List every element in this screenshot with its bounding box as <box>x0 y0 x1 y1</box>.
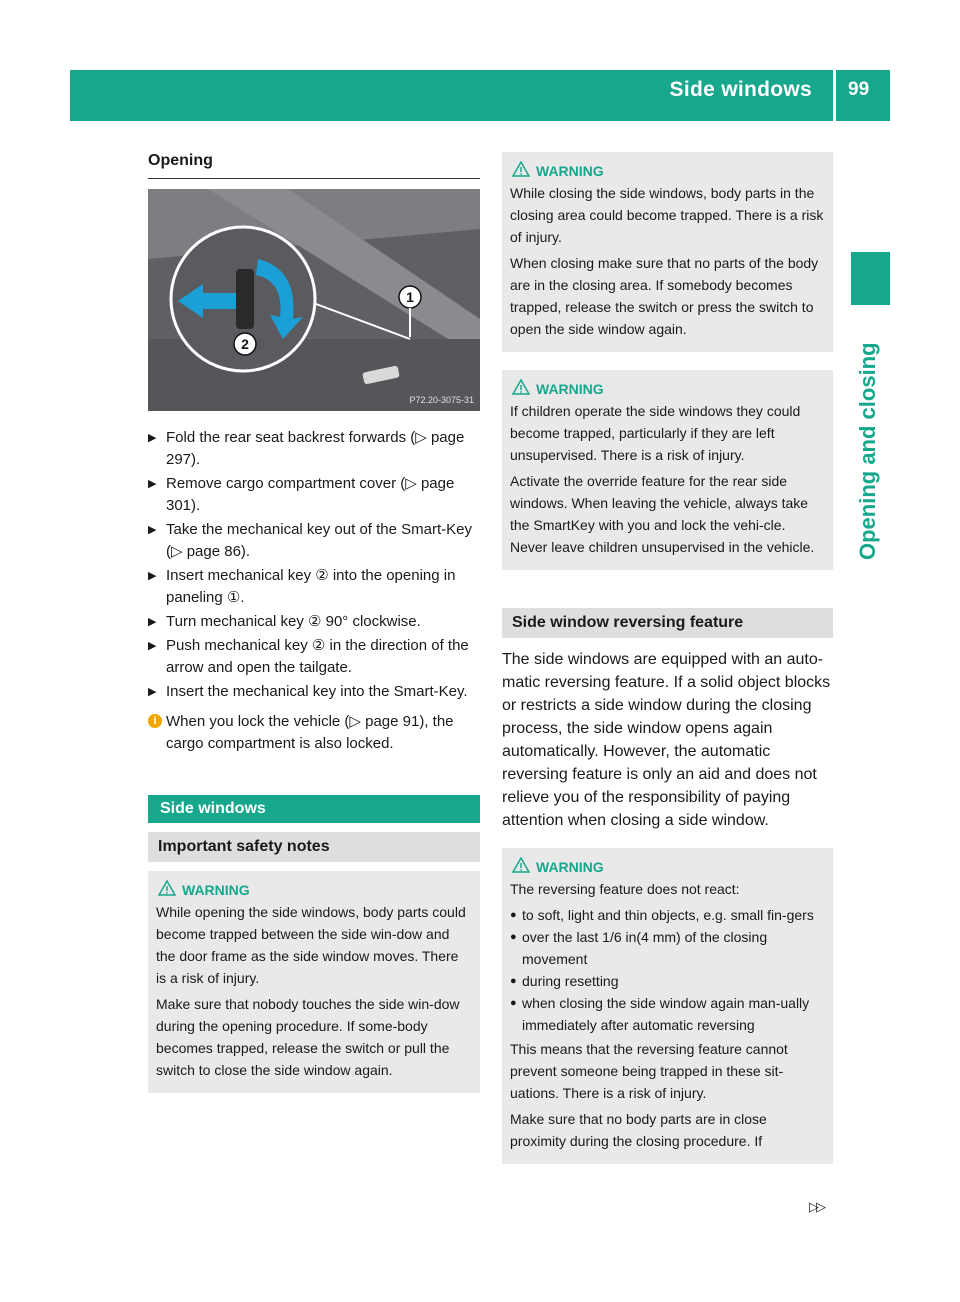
step-item: ▶ Remove cargo compartment cover (▷ page 301). <box>148 475 455 514</box>
warning-triangle-icon <box>512 161 530 177</box>
bullet-item: ● during resetting <box>510 973 619 989</box>
bullet-item: ● to soft, light and thin objects, e.g. small fin-gers <box>510 907 814 923</box>
subsection-heading-reversing: Side window reversing feature <box>502 608 833 638</box>
figure-illustration <box>148 189 480 411</box>
bullet-item: ● when closing the side window again man-ually immediately after automatic reversing <box>510 995 810 1033</box>
chapter-label-text: Opening and closing <box>855 342 880 560</box>
header-divider <box>833 70 836 121</box>
subsection-heading-safety: Important safety notes <box>148 832 480 862</box>
opening-heading: Opening <box>148 152 480 179</box>
warning-triangle-icon <box>512 379 530 395</box>
warning-text: Make sure that no body parts are in close proximity during the closing procedure. If <box>510 1111 767 1149</box>
warning-text: Activate the override feature for the rear side windows. When leaving the vehicle, always take the SmartKey with you and lock the vehi-cle. Never leave children unsupervised in the vehicle. <box>510 473 815 555</box>
warning-text: While opening the side windows, body parts could become trapped between the side win-dow and the door frame as the side window moves. There is a risk of injury. <box>156 904 466 986</box>
left-column <box>148 152 480 1093</box>
warning-heading: WARNING <box>510 160 825 180</box>
bullet-item: ● over the last 1/6 in(4 mm) of the closing movement <box>510 929 768 967</box>
step-item: ▶ Take the mechanical key out of the Smart-Key (▷ page 86). <box>148 521 472 560</box>
reversing-description: The side windows are equipped with an auto-matic reversing feature. If a solid object blocks or restricts a side window during the closing process, the side window opens again automatically. However, the automatic reversing feature is only an aid and does not relieve you of the responsibility of paying attention when closing a side window. <box>502 651 831 829</box>
warning-triangle-icon <box>512 857 530 873</box>
step-item: ▶ Insert mechanical key ② into the opening in paneling ①. <box>148 567 456 606</box>
warning-triangle-icon <box>158 880 176 896</box>
step-item: ▶ Push mechanical key ② in the direction of the arrow and open the tailgate. <box>148 637 469 676</box>
warning-bullet-list <box>510 904 825 1036</box>
warning-heading: WARNING <box>510 856 825 876</box>
warning-box <box>148 871 480 1093</box>
warning-text: If children operate the side windows they could become trapped, particularly if they are left unsupervised. There is a risk of injury. <box>510 403 801 463</box>
chapter-tab <box>851 252 890 305</box>
warning-box <box>502 370 833 570</box>
page-number: 99 <box>848 79 870 100</box>
warning-heading: WARNING <box>156 879 472 899</box>
warning-box <box>502 152 833 352</box>
step-item: ▶ Turn mechanical key ② 90° clockwise. <box>148 613 421 630</box>
tailgate-key-figure <box>148 189 480 411</box>
figure-callout-1: 1 <box>406 289 414 305</box>
warning-text: The reversing feature does not react: <box>510 881 740 897</box>
warning-text: When closing make sure that no parts of the body are in the closing area. If somebody becomes trapped, release the switch or press the switch to open the side window again. <box>510 255 819 337</box>
figure-callout-2: 2 <box>241 336 249 352</box>
warning-heading: WARNING <box>510 378 825 398</box>
warning-box <box>502 848 833 1164</box>
figure-code: P72.20-3075-31 <box>409 395 474 405</box>
info-note-text: When you lock the vehicle (▷ page 91), the cargo compartment is also locked. <box>166 713 454 752</box>
continue-marker: ▷▷ <box>809 1199 823 1214</box>
info-note <box>148 711 480 755</box>
chapter-label <box>855 310 887 560</box>
warning-text: While closing the side windows, body parts in the closing area could become trapped. There is a risk of injury. <box>510 185 824 245</box>
header-title: Side windows <box>669 78 812 101</box>
opening-steps <box>148 427 480 703</box>
section-heading-side-windows: Side windows <box>148 795 480 823</box>
step-item: ▶ Insert the mechanical key into the Smart-Key. <box>148 683 468 700</box>
right-column <box>502 152 833 1164</box>
step-item: ▶ Fold the rear seat backrest forwards (▷ page 297). <box>148 429 465 468</box>
warning-text: This means that the reversing feature cannot prevent someone being trapped in these sit-uations. There is a risk of injury. <box>510 1041 788 1101</box>
info-icon: i <box>148 714 162 728</box>
warning-text: Make sure that nobody touches the side win-dow during the opening procedure. If some-body becomes trapped, release the switch or pull the switch to close the side window again. <box>156 996 460 1078</box>
page-header <box>70 70 890 121</box>
